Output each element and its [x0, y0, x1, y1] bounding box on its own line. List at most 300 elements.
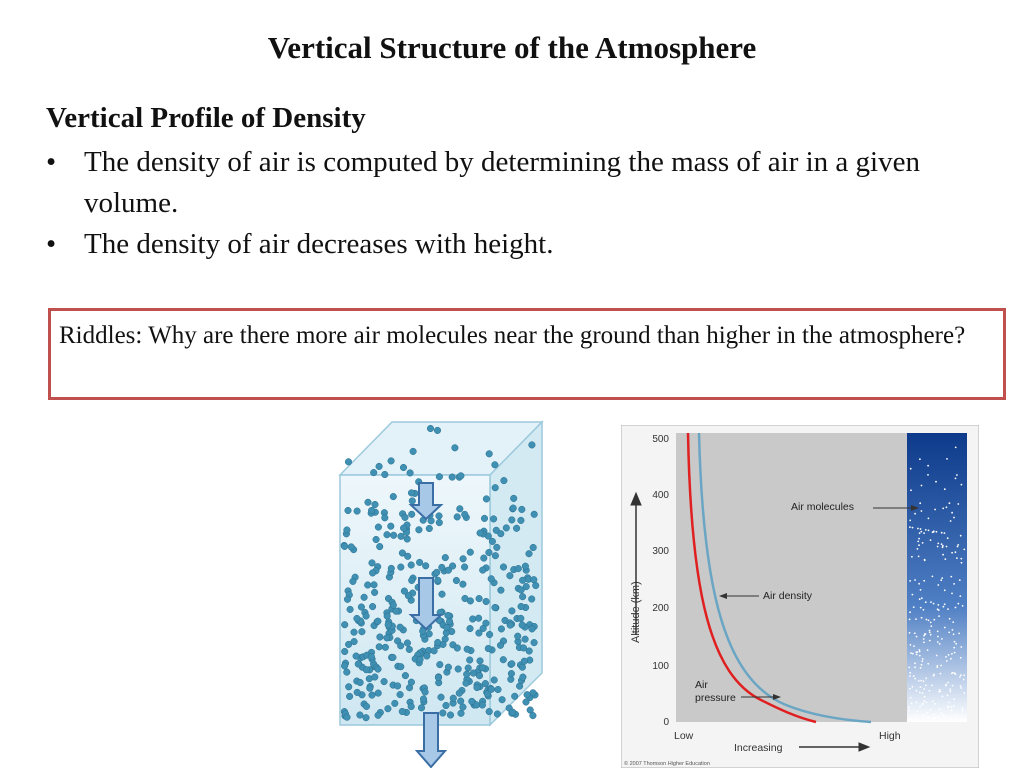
molecule-column-dot — [957, 503, 959, 505]
molecule-column-dot — [927, 712, 929, 714]
molecule-dot — [486, 451, 493, 458]
molecule-dot — [465, 665, 472, 672]
molecule-dot — [492, 604, 499, 611]
molecule-dot — [467, 598, 474, 605]
molecule-dot — [384, 635, 391, 642]
molecule-dot — [523, 699, 530, 706]
molecule-dot — [408, 562, 415, 569]
molecule-dot — [375, 690, 382, 697]
molecule-column-dot — [930, 601, 932, 603]
molecule-dot — [424, 653, 431, 660]
molecule-dot — [372, 501, 379, 508]
molecule-column-dot — [914, 714, 916, 716]
molecule-column-dot — [914, 632, 916, 634]
y-axis-label: Altitude (km) — [630, 581, 642, 643]
molecule-dot — [426, 525, 433, 532]
molecule-dot — [492, 462, 499, 469]
molecule-column — [907, 433, 967, 722]
molecule-dot — [426, 631, 433, 638]
molecule-column-dot — [932, 700, 934, 702]
molecule-dot — [480, 625, 487, 632]
molecule-dot — [442, 554, 449, 561]
molecule-dot — [341, 543, 348, 550]
molecule-dot — [446, 618, 453, 625]
molecule-column-dot — [909, 520, 911, 522]
molecule-column-dot — [961, 484, 963, 486]
molecule-dot — [476, 595, 483, 602]
molecule-dot — [388, 565, 395, 572]
molecule-column-dot — [914, 513, 916, 515]
molecule-dot — [498, 530, 505, 537]
molecule-column-dot — [913, 606, 915, 608]
y-tick-label: 500 — [652, 434, 669, 445]
molecule-column-dot — [937, 631, 939, 633]
molecule-column-dot — [951, 593, 953, 595]
molecule-dot — [507, 622, 514, 629]
molecule-box-illustration — [330, 415, 560, 768]
molecule-dot — [486, 631, 493, 638]
molecule-column-dot — [959, 676, 961, 678]
molecule-dot — [341, 621, 348, 628]
molecule-dot — [529, 626, 536, 633]
molecule-dot — [475, 615, 482, 622]
molecule-column-dot — [909, 619, 911, 621]
molecule-dot — [495, 686, 502, 693]
bullet-item: • The density of air decreases with height. — [46, 224, 1006, 265]
molecule-dot — [434, 639, 441, 646]
molecule-dot — [381, 678, 388, 685]
molecule-dot — [458, 710, 465, 717]
y-tick-label: 0 — [663, 717, 669, 728]
molecule-dot — [500, 564, 507, 571]
molecule-dot — [494, 711, 501, 718]
molecule-column-dot — [918, 556, 920, 558]
molecule-column-dot — [935, 481, 937, 483]
molecule-dot — [445, 567, 452, 574]
molecule-dot — [491, 677, 498, 684]
molecule-column-dot — [943, 606, 945, 608]
molecule-dot — [416, 559, 423, 566]
molecule-column-dot — [957, 546, 959, 548]
molecule-column-dot — [913, 675, 915, 677]
molecule-column-dot — [918, 583, 920, 585]
molecule-dot — [375, 618, 382, 625]
molecule-dot — [445, 664, 452, 671]
molecule-column-dot — [923, 532, 925, 534]
molecule-column-dot — [958, 633, 960, 635]
molecule-dot — [440, 710, 447, 717]
molecule-dot — [469, 616, 476, 623]
molecule-column-dot — [927, 717, 929, 719]
molecule-column-dot — [944, 627, 946, 629]
molecule-dot — [375, 666, 382, 673]
molecule-column-dot — [948, 654, 950, 656]
molecule-column-dot — [917, 541, 919, 543]
molecule-dot — [341, 648, 348, 655]
molecule-dot — [531, 639, 538, 646]
molecule-dot — [522, 563, 529, 570]
bullet-item: • The density of air is computed by determining the mass of air in a given volume. — [46, 142, 1006, 224]
molecule-column-dot — [960, 685, 962, 687]
molecule-column-dot — [953, 583, 955, 585]
molecule-dot — [410, 448, 417, 455]
molecule-dot — [494, 544, 501, 551]
altitude-profile-figure — [621, 425, 979, 768]
molecule-column-dot — [929, 630, 931, 632]
molecule-column-dot — [914, 666, 916, 668]
molecule-dot — [344, 714, 351, 721]
molecule-column-dot — [931, 685, 933, 687]
molecule-column-dot — [930, 625, 932, 627]
molecule-column-dot — [936, 531, 938, 533]
molecule-column-dot — [933, 531, 935, 533]
molecule-column-dot — [940, 579, 942, 581]
molecule-dot — [454, 645, 461, 652]
molecule-column-dot — [962, 605, 964, 607]
molecule-column-dot — [944, 589, 946, 591]
molecule-column-dot — [923, 700, 925, 702]
molecule-column-dot — [925, 678, 927, 680]
molecule-dot — [400, 464, 407, 471]
molecule-column-dot — [955, 478, 957, 480]
molecule-dot — [483, 598, 490, 605]
molecule-dot — [392, 700, 399, 707]
molecule-column-dot — [944, 603, 946, 605]
molecule-dot — [481, 555, 488, 562]
molecule-column-dot — [933, 619, 935, 621]
molecule-dot — [376, 543, 383, 550]
molecule-dot — [436, 473, 443, 480]
molecule-column-dot — [933, 714, 935, 716]
molecule-column-dot — [944, 716, 946, 718]
molecule-dot — [346, 693, 353, 700]
molecule-column-dot — [956, 557, 958, 559]
molecule-column-dot — [920, 531, 922, 533]
molecule-column-dot — [950, 658, 952, 660]
molecule-dot — [479, 702, 486, 709]
y-tick-label: 200 — [652, 603, 669, 614]
molecule-dot — [341, 663, 348, 670]
molecule-dot — [520, 645, 527, 652]
molecule-dot — [344, 669, 351, 676]
molecule-dot — [436, 519, 443, 526]
molecule-dot — [348, 544, 355, 551]
molecule-dot — [369, 560, 376, 567]
molecule-dot — [422, 563, 429, 570]
molecule-column-dot — [909, 688, 911, 690]
molecule-column-dot — [957, 544, 959, 546]
molecule-column-dot — [939, 643, 941, 645]
molecule-dot — [373, 536, 380, 543]
molecule-dot — [355, 661, 362, 668]
molecule-column-dot — [941, 532, 943, 534]
molecule-dot — [482, 680, 489, 687]
molecule-column-dot — [945, 656, 947, 658]
molecule-column-dot — [918, 538, 920, 540]
molecule-dot — [486, 708, 493, 715]
molecule-dot — [364, 582, 371, 589]
molecule-column-dot — [963, 692, 965, 694]
molecule-column-dot — [940, 665, 942, 667]
molecule-column-dot — [940, 673, 942, 675]
molecule-column-dot — [939, 689, 941, 691]
molecule-dot — [402, 672, 409, 679]
molecule-dot — [464, 646, 471, 653]
molecule-column-dot — [950, 717, 952, 719]
molecule-column-dot — [912, 527, 914, 529]
molecule-column-dot — [962, 710, 964, 712]
molecule-dot — [519, 664, 526, 671]
molecule-dot — [455, 666, 462, 673]
molecule-dot — [436, 513, 443, 520]
y-tick-label: 400 — [652, 490, 669, 501]
molecule-dot — [375, 524, 382, 531]
molecule-dot — [408, 490, 415, 497]
molecule-column-dot — [910, 468, 912, 470]
molecule-dot — [519, 506, 526, 513]
molecule-dot — [385, 705, 392, 712]
molecule-column-dot — [923, 609, 925, 611]
molecule-dot — [344, 596, 351, 603]
molecule-dot — [518, 615, 525, 622]
molecule-column-dot — [954, 641, 956, 643]
molecule-column-dot — [946, 660, 948, 662]
molecule-dot — [520, 674, 527, 681]
air-pressure-label: Air — [695, 679, 708, 691]
molecule-column-dot — [946, 506, 948, 508]
molecule-column-dot — [945, 684, 947, 686]
molecule-column-dot — [963, 674, 965, 676]
molecule-dot — [388, 458, 395, 465]
molecule-dot — [404, 553, 411, 560]
molecule-column-dot — [960, 657, 962, 659]
molecule-dot — [345, 459, 352, 466]
molecule-column-dot — [938, 609, 940, 611]
molecule-column-dot — [953, 633, 955, 635]
molecule-dot — [439, 591, 446, 598]
molecule-column-dot — [925, 529, 927, 531]
molecule-dot — [363, 703, 370, 710]
molecule-column-dot — [910, 489, 912, 491]
molecule-dot — [345, 684, 352, 691]
molecule-column-dot — [921, 597, 923, 599]
molecule-dot — [479, 664, 486, 671]
molecule-dot — [400, 525, 407, 532]
molecule-dot — [521, 658, 528, 665]
molecule-dot — [437, 661, 444, 668]
molecule-column-dot — [919, 651, 921, 653]
molecule-dot — [461, 511, 468, 518]
molecule-dot — [450, 695, 457, 702]
molecule-dot — [513, 525, 520, 532]
molecule-dot — [369, 570, 376, 577]
molecule-dot — [511, 693, 518, 700]
molecule-column-dot — [963, 679, 965, 681]
molecule-column-dot — [911, 556, 913, 558]
molecule-column-dot — [936, 655, 938, 657]
molecule-column-dot — [947, 608, 949, 610]
molecule-column-dot — [952, 685, 954, 687]
molecule-dot — [463, 671, 470, 678]
molecule-dot — [492, 552, 499, 559]
molecule-column-dot — [923, 635, 925, 637]
molecule-dot — [376, 644, 383, 651]
molecule-column-dot — [908, 710, 910, 712]
molecule-column-dot — [928, 518, 930, 520]
molecule-column-dot — [909, 580, 911, 582]
molecule-column-dot — [910, 652, 912, 654]
molecule-column-dot — [960, 646, 962, 648]
molecule-dot — [377, 634, 384, 641]
molecule-column-dot — [926, 619, 928, 621]
molecule-dot — [479, 567, 486, 574]
molecule-dot — [490, 516, 497, 523]
molecule-dot — [477, 658, 484, 665]
molecule-dot — [497, 642, 504, 649]
molecule-dot — [407, 470, 414, 477]
molecule-dot — [347, 606, 354, 613]
molecule-column-dot — [959, 579, 961, 581]
molecule-dot — [509, 608, 516, 615]
molecule-dot — [371, 582, 378, 589]
molecule-column-dot — [927, 663, 929, 665]
molecule-column-dot — [919, 649, 921, 651]
molecule-dot — [361, 594, 368, 601]
molecule-dot — [528, 596, 535, 603]
molecule-column-dot — [914, 662, 916, 664]
molecule-column-dot — [949, 502, 951, 504]
molecule-dot — [369, 692, 376, 699]
molecule-dot — [481, 515, 488, 522]
molecule-dot — [499, 696, 506, 703]
molecule-column-dot — [944, 488, 946, 490]
molecule-column-dot — [914, 678, 916, 680]
molecule-column-dot — [953, 698, 955, 700]
molecule-column-dot — [942, 554, 944, 556]
molecule-column-dot — [919, 655, 921, 657]
molecule-dot — [404, 640, 411, 647]
molecule-column-dot — [952, 672, 954, 674]
molecule-dot — [469, 698, 476, 705]
molecule-column-dot — [952, 621, 954, 623]
molecule-dot — [358, 604, 365, 611]
molecule-column-dot — [923, 688, 925, 690]
molecule-column-dot — [917, 711, 919, 713]
molecule-dot — [435, 577, 442, 584]
molecule-column-dot — [919, 692, 921, 694]
molecule-column-dot — [927, 649, 929, 651]
molecule-column-dot — [941, 638, 943, 640]
molecule-dot — [508, 670, 515, 677]
molecule-dot — [370, 469, 377, 476]
molecule-column-dot — [938, 691, 940, 693]
molecule-dot — [367, 685, 374, 692]
molecule-column-dot — [919, 458, 921, 460]
molecule-dot — [456, 690, 463, 697]
air-molecules-label: Air molecules — [791, 501, 855, 513]
air-density-label: Air density — [763, 590, 813, 602]
molecule-column-dot — [950, 690, 952, 692]
molecule-column-dot — [925, 685, 927, 687]
molecule-column-dot — [949, 688, 951, 690]
molecule-column-dot — [953, 705, 955, 707]
molecule-column-dot — [920, 607, 922, 609]
molecule-column-dot — [919, 598, 921, 600]
molecule-column-dot — [949, 618, 951, 620]
molecule-dot — [522, 636, 529, 643]
molecule-dot — [433, 569, 440, 576]
molecule-column-dot — [929, 632, 931, 634]
molecule-dot — [375, 712, 382, 719]
molecule-dot — [351, 629, 358, 636]
molecule-dot — [466, 657, 473, 664]
molecule-dot — [449, 474, 456, 481]
molecule-column-dot — [917, 528, 919, 530]
molecule-dot — [460, 581, 467, 588]
molecule-dot — [357, 679, 364, 686]
molecule-dot — [359, 628, 366, 635]
molecule-dot — [384, 531, 391, 538]
molecule-column-dot — [915, 702, 917, 704]
molecule-dot — [458, 473, 465, 480]
molecule-column-dot — [921, 660, 923, 662]
molecule-dot — [363, 714, 370, 721]
molecule-dot — [402, 514, 409, 521]
y-tick-label: 300 — [652, 546, 669, 557]
molecule-column-dot — [946, 458, 948, 460]
molecule-dot — [507, 572, 514, 579]
molecule-column-dot — [912, 686, 914, 688]
molecule-dot — [498, 587, 505, 594]
molecule-column-dot — [920, 667, 922, 669]
molecule-dot — [439, 564, 446, 571]
molecule-dot — [488, 576, 495, 583]
molecule-column-dot — [910, 697, 912, 699]
molecule-column-dot — [920, 589, 922, 591]
molecule-column-dot — [937, 604, 939, 606]
molecule-column-dot — [917, 548, 919, 550]
molecule-dot — [518, 587, 525, 594]
molecule-dot — [510, 505, 517, 512]
molecule-column-dot — [950, 576, 952, 578]
molecule-dot — [509, 709, 516, 716]
molecule-dot — [510, 495, 517, 502]
molecule-column-dot — [954, 672, 956, 674]
molecule-dot — [363, 666, 370, 673]
molecule-column-dot — [932, 718, 934, 720]
molecule-column-dot — [950, 520, 952, 522]
molecule-column-dot — [908, 706, 910, 708]
molecule-column-dot — [923, 638, 925, 640]
molecule-column-dot — [911, 702, 913, 704]
molecule-column-dot — [908, 667, 910, 669]
molecule-column-dot — [921, 485, 923, 487]
molecule-column-dot — [929, 716, 931, 718]
molecule-dot — [500, 656, 507, 663]
molecule-column-dot — [927, 474, 929, 476]
molecule-dot — [353, 653, 360, 660]
molecule-dot — [368, 654, 375, 661]
molecule-dot — [529, 442, 536, 449]
molecule-dot — [420, 696, 427, 703]
molecule-dot — [418, 705, 425, 712]
molecule-dot — [509, 661, 516, 668]
molecule-column-dot — [928, 620, 930, 622]
air-pressure-label: pressure — [695, 692, 736, 704]
molecule-column-dot — [924, 559, 926, 561]
molecule-dot — [397, 624, 404, 631]
figure-credit: © 2007 Thomson Higher Education — [624, 761, 710, 767]
